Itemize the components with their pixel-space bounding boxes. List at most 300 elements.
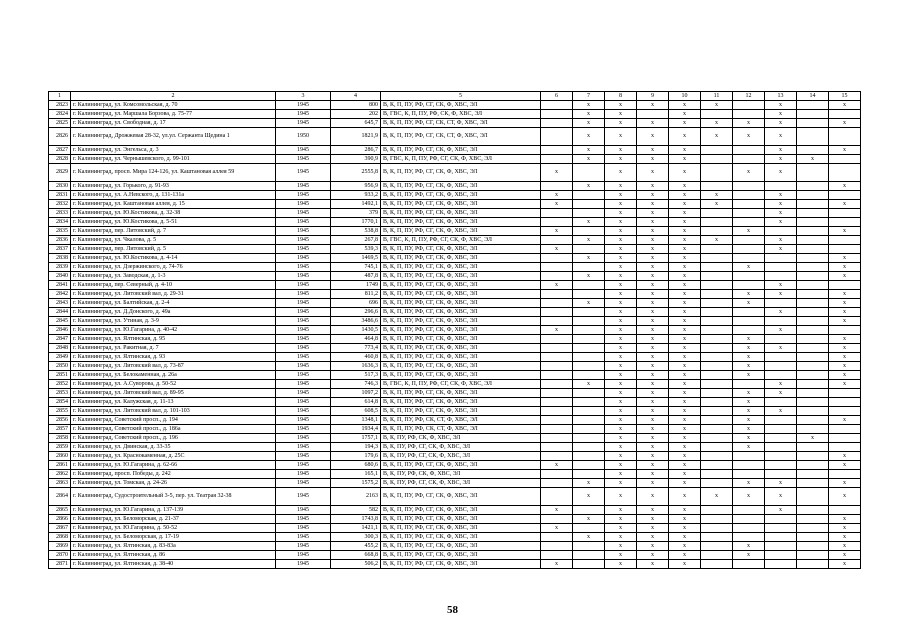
mark-cell bbox=[701, 344, 733, 353]
mark-cell: x bbox=[733, 389, 765, 398]
mark-cell: x bbox=[765, 164, 797, 182]
mark-cell: x bbox=[669, 407, 701, 416]
mark-cell: x bbox=[637, 398, 669, 407]
mark-cell: x bbox=[637, 272, 669, 281]
mark-cell bbox=[797, 317, 829, 326]
area-cell: 696 bbox=[331, 299, 381, 308]
mark-cell bbox=[765, 398, 797, 407]
mark-cell: x bbox=[637, 218, 669, 227]
mark-cell bbox=[541, 488, 573, 506]
mark-cell: x bbox=[605, 209, 637, 218]
mark-cell bbox=[701, 524, 733, 533]
mark-cell bbox=[701, 425, 733, 434]
mark-cell bbox=[701, 461, 733, 470]
mark-cell: x bbox=[605, 371, 637, 380]
systems-cell: В, К, П, ПУ, РФ, СГ, СК, Ф, ХВС, ЭЛ bbox=[381, 551, 541, 560]
table-row bbox=[49, 164, 861, 182]
mark-cell: x bbox=[541, 524, 573, 533]
mark-cell bbox=[797, 245, 829, 254]
mark-cell: x bbox=[829, 119, 861, 128]
mark-cell: x bbox=[573, 155, 605, 164]
mark-cell: x bbox=[829, 299, 861, 308]
year-cell: 1945 bbox=[276, 560, 331, 569]
systems-cell: В, К, П, ПУ, РФ, СГ, СК, Ф, ХВС, ЭЛ bbox=[381, 200, 541, 209]
mark-cell: x bbox=[701, 191, 733, 200]
table-row bbox=[49, 236, 861, 245]
year-cell: 1945 bbox=[276, 146, 331, 155]
table-row bbox=[49, 452, 861, 461]
row-id: 2849 bbox=[49, 353, 71, 362]
mark-cell bbox=[765, 452, 797, 461]
table-row bbox=[49, 272, 861, 281]
mark-cell: x bbox=[573, 299, 605, 308]
year-cell: 1945 bbox=[276, 488, 331, 506]
address-cell: г. Калининград, ул. Дзержинского, д. 74-76 bbox=[71, 263, 276, 272]
mark-cell: x bbox=[605, 299, 637, 308]
year-cell: 1945 bbox=[276, 299, 331, 308]
year-cell: 1945 bbox=[276, 308, 331, 317]
row-id: 2860 bbox=[49, 452, 71, 461]
mark-cell: x bbox=[669, 461, 701, 470]
column-number: 13 bbox=[765, 92, 797, 101]
mark-cell: x bbox=[733, 479, 765, 488]
year-cell: 1945 bbox=[276, 290, 331, 299]
row-id: 2859 bbox=[49, 443, 71, 452]
mark-cell: x bbox=[829, 452, 861, 461]
column-number: 12 bbox=[733, 92, 765, 101]
mark-cell: x bbox=[829, 101, 861, 110]
mark-cell: x bbox=[733, 434, 765, 443]
mark-cell bbox=[541, 416, 573, 425]
table-row bbox=[49, 542, 861, 551]
address-cell: г. Калининград, ул. А.Суворова, д. 50-52 bbox=[71, 380, 276, 389]
mark-cell bbox=[829, 155, 861, 164]
mark-cell: x bbox=[573, 101, 605, 110]
mark-cell bbox=[573, 407, 605, 416]
systems-cell: В, К, П, ПУ, РФ, СГ, СК, Ф, ХВС, ЭЛ bbox=[381, 560, 541, 569]
mark-cell: x bbox=[605, 515, 637, 524]
mark-cell: x bbox=[733, 425, 765, 434]
mark-cell: x bbox=[669, 506, 701, 515]
mark-cell bbox=[573, 560, 605, 569]
mark-cell: x bbox=[829, 524, 861, 533]
systems-cell: В, К, П, ПУ, РФ, СГ, СК, Ф, ХВС, ЭЛ bbox=[381, 101, 541, 110]
mark-cell bbox=[701, 209, 733, 218]
mark-cell: x bbox=[573, 254, 605, 263]
column-number: 3 bbox=[276, 92, 331, 101]
row-id: 2854 bbox=[49, 398, 71, 407]
area-cell: 1770,1 bbox=[331, 218, 381, 227]
mark-cell: x bbox=[637, 425, 669, 434]
mark-cell: x bbox=[733, 407, 765, 416]
row-id: 2838 bbox=[49, 254, 71, 263]
row-id: 2853 bbox=[49, 389, 71, 398]
mark-cell bbox=[797, 515, 829, 524]
address-cell: г. Калининград, просп. Мира 124-126, ул. Каштановая аллея 59 bbox=[71, 164, 276, 182]
mark-cell bbox=[829, 407, 861, 416]
mark-cell: x bbox=[637, 362, 669, 371]
mark-cell bbox=[797, 416, 829, 425]
row-id: 2827 bbox=[49, 146, 71, 155]
mark-cell bbox=[797, 236, 829, 245]
mark-cell: x bbox=[669, 317, 701, 326]
mark-cell bbox=[829, 326, 861, 335]
area-cell: 539,3 bbox=[331, 245, 381, 254]
table-row bbox=[49, 155, 861, 164]
mark-cell: x bbox=[573, 515, 605, 524]
table-row bbox=[49, 191, 861, 200]
mark-cell bbox=[733, 326, 765, 335]
mark-cell: x bbox=[605, 164, 637, 182]
row-id: 2824 bbox=[49, 110, 71, 119]
row-id: 2832 bbox=[49, 200, 71, 209]
area-cell: 1749 bbox=[331, 281, 381, 290]
area-cell: 1757,1 bbox=[331, 434, 381, 443]
mark-cell bbox=[701, 335, 733, 344]
mark-cell: x bbox=[669, 434, 701, 443]
mark-cell: x bbox=[541, 560, 573, 569]
mark-cell: x bbox=[669, 470, 701, 479]
mark-cell: x bbox=[829, 272, 861, 281]
area-cell: 460,8 bbox=[331, 353, 381, 362]
table-row bbox=[49, 416, 861, 425]
area-cell: 746,3 bbox=[331, 380, 381, 389]
mark-cell bbox=[573, 317, 605, 326]
mark-cell: x bbox=[669, 398, 701, 407]
systems-cell: В, К, П, ПУ, РФ, СГ, СК, СТ, Ф, ХВС, ЭЛ bbox=[381, 119, 541, 128]
mark-cell: x bbox=[669, 551, 701, 560]
table-row bbox=[49, 308, 861, 317]
mark-cell bbox=[797, 182, 829, 191]
column-number: 6 bbox=[541, 92, 573, 101]
mark-cell: x bbox=[605, 155, 637, 164]
mark-cell: x bbox=[637, 461, 669, 470]
mark-cell: x bbox=[829, 416, 861, 425]
table-row bbox=[49, 299, 861, 308]
row-id: 2828 bbox=[49, 155, 71, 164]
mark-cell: x bbox=[669, 146, 701, 155]
mark-cell: x bbox=[669, 218, 701, 227]
mark-cell: x bbox=[829, 254, 861, 263]
mark-cell: x bbox=[829, 353, 861, 362]
mark-cell bbox=[829, 443, 861, 452]
area-cell: 3486,6 bbox=[331, 317, 381, 326]
table-row bbox=[49, 218, 861, 227]
mark-cell bbox=[701, 371, 733, 380]
systems-cell: В, К, ПУ, РФ, СГ, СК, Ф, ХВС, ЭЛ bbox=[381, 452, 541, 461]
address-cell: г. Калининград, ул. Краснокаменная, д. 25С bbox=[71, 452, 276, 461]
mark-cell bbox=[637, 110, 669, 119]
mark-cell: x bbox=[765, 218, 797, 227]
mark-cell bbox=[797, 443, 829, 452]
mark-cell bbox=[765, 371, 797, 380]
mark-cell bbox=[797, 227, 829, 236]
mark-cell bbox=[701, 389, 733, 398]
mark-cell bbox=[765, 515, 797, 524]
mark-cell: x bbox=[669, 263, 701, 272]
address-cell: г. Калининград, пер. Литовский, д. 7 bbox=[71, 227, 276, 236]
table-row bbox=[49, 362, 861, 371]
mark-cell bbox=[765, 470, 797, 479]
systems-cell: В, К, П, ПУ, РФ, СГ, СК, Ф, ХВС, ЭЛ bbox=[381, 407, 541, 416]
row-id: 2870 bbox=[49, 551, 71, 560]
column-number: 11 bbox=[701, 92, 733, 101]
address-cell: г. Калининград, ул. Литовский вал, д. 29-31 bbox=[71, 290, 276, 299]
mark-cell bbox=[573, 200, 605, 209]
systems-cell: В, К, П, ПУ, РФ, СГ, СК, Ф, ХВС, ЭЛ bbox=[381, 353, 541, 362]
systems-cell: В, К, П, ПУ, РФ, СГ, СК, Ф, ХВС, ЭЛ bbox=[381, 209, 541, 218]
mark-cell: x bbox=[605, 452, 637, 461]
mark-cell bbox=[733, 209, 765, 218]
address-cell: г. Калининград, ул. Чернышевского, д. 99-101 bbox=[71, 155, 276, 164]
address-cell: г. Калининград, просп. Победы, д. 242 bbox=[71, 470, 276, 479]
systems-cell: В, К, П, ПУ, РФ, СГ, СК, Ф, ХВС, ЭЛ bbox=[381, 182, 541, 191]
area-cell: 800 bbox=[331, 101, 381, 110]
mark-cell bbox=[797, 299, 829, 308]
mark-cell: x bbox=[829, 380, 861, 389]
year-cell: 1945 bbox=[276, 272, 331, 281]
area-cell: 773,4 bbox=[331, 344, 381, 353]
mark-cell bbox=[573, 227, 605, 236]
mark-cell: x bbox=[605, 434, 637, 443]
mark-cell bbox=[829, 209, 861, 218]
systems-cell: В, К, П, ПУ, РФ, СГ, СК, Ф, ХВС, ЭЛ bbox=[381, 515, 541, 524]
table-row bbox=[49, 353, 861, 362]
mark-cell: x bbox=[573, 146, 605, 155]
mark-cell: x bbox=[765, 119, 797, 128]
table-row bbox=[49, 101, 861, 110]
systems-cell: В, К, П, ПУ, РФ, СГ, СК, Ф, ХВС, ЭЛ bbox=[381, 227, 541, 236]
mark-cell bbox=[797, 146, 829, 155]
mark-cell: x bbox=[605, 227, 637, 236]
area-cell: 296,6 bbox=[331, 308, 381, 317]
mark-cell: x bbox=[637, 308, 669, 317]
year-cell: 1945 bbox=[276, 119, 331, 128]
mark-cell bbox=[573, 542, 605, 551]
mark-cell: x bbox=[733, 371, 765, 380]
mark-cell bbox=[797, 389, 829, 398]
address-cell: г. Калининград, ул. Горького, д. 91-93 bbox=[71, 182, 276, 191]
table-row bbox=[49, 443, 861, 452]
mark-cell: x bbox=[669, 515, 701, 524]
mark-cell: x bbox=[669, 488, 701, 506]
mark-cell: x bbox=[829, 335, 861, 344]
table-row bbox=[49, 290, 861, 299]
row-id: 2862 bbox=[49, 470, 71, 479]
year-cell: 1945 bbox=[276, 218, 331, 227]
mark-cell: x bbox=[669, 344, 701, 353]
table-row bbox=[49, 533, 861, 542]
year-cell: 1945 bbox=[276, 209, 331, 218]
mark-cell: x bbox=[765, 380, 797, 389]
mark-cell: x bbox=[605, 101, 637, 110]
mark-cell bbox=[701, 353, 733, 362]
mark-cell bbox=[829, 389, 861, 398]
mark-cell: x bbox=[765, 110, 797, 119]
year-cell: 1945 bbox=[276, 470, 331, 479]
mark-cell bbox=[701, 515, 733, 524]
mark-cell: x bbox=[669, 371, 701, 380]
row-id: 2839 bbox=[49, 263, 71, 272]
mark-cell bbox=[573, 389, 605, 398]
mark-cell bbox=[733, 506, 765, 515]
mark-cell bbox=[829, 434, 861, 443]
mark-cell: x bbox=[573, 488, 605, 506]
row-id: 2835 bbox=[49, 227, 71, 236]
mark-cell bbox=[541, 452, 573, 461]
mark-cell: x bbox=[637, 299, 669, 308]
mark-cell: x bbox=[829, 533, 861, 542]
mark-cell: x bbox=[637, 227, 669, 236]
mark-cell bbox=[797, 119, 829, 128]
mark-cell bbox=[701, 281, 733, 290]
systems-cell: В, К, П, ПУ, РФ, СГ, СК, Ф, ХВС, ЭЛ bbox=[381, 164, 541, 182]
table-row bbox=[49, 407, 861, 416]
mark-cell bbox=[797, 263, 829, 272]
mark-cell: x bbox=[605, 308, 637, 317]
mark-cell bbox=[541, 290, 573, 299]
mark-cell bbox=[733, 281, 765, 290]
mark-cell: x bbox=[637, 434, 669, 443]
systems-cell: В, ГВС, К, П, ПУ, РФ, СГ, СК, Ф, ХВС, ЭЛ bbox=[381, 155, 541, 164]
address-cell: г. Калининград, пер. Северный, д. 4-10 bbox=[71, 281, 276, 290]
row-id: 2855 bbox=[49, 407, 71, 416]
area-cell: 933,2 bbox=[331, 191, 381, 200]
row-id: 2837 bbox=[49, 245, 71, 254]
mark-cell: x bbox=[669, 542, 701, 551]
mark-cell bbox=[829, 281, 861, 290]
mark-cell: x bbox=[829, 317, 861, 326]
mark-cell: x bbox=[605, 182, 637, 191]
mark-cell: x bbox=[637, 506, 669, 515]
mark-cell: x bbox=[605, 461, 637, 470]
mark-cell bbox=[733, 452, 765, 461]
address-cell: г. Калининград, ул. Ю.Гагарина, д. 50-52 bbox=[71, 524, 276, 533]
mark-cell: x bbox=[669, 290, 701, 299]
address-cell: г. Калининград, пер. Литовский, д. 5 bbox=[71, 245, 276, 254]
area-cell: 390,9 bbox=[331, 155, 381, 164]
mark-cell: x bbox=[637, 380, 669, 389]
mark-cell: x bbox=[733, 443, 765, 452]
area-cell: 2163 bbox=[331, 488, 381, 506]
mark-cell: x bbox=[605, 263, 637, 272]
mark-cell: x bbox=[573, 110, 605, 119]
table-row bbox=[49, 515, 861, 524]
mark-cell: x bbox=[605, 245, 637, 254]
mark-cell: x bbox=[605, 236, 637, 245]
mark-cell bbox=[573, 245, 605, 254]
mark-cell bbox=[701, 434, 733, 443]
row-id: 2864 bbox=[49, 488, 71, 506]
mark-cell bbox=[797, 524, 829, 533]
mark-cell bbox=[541, 146, 573, 155]
area-cell: 680,6 bbox=[331, 461, 381, 470]
mark-cell bbox=[701, 317, 733, 326]
address-cell: г. Калининград, ул. Белокаменная, д. 26а bbox=[71, 371, 276, 380]
mark-cell bbox=[829, 470, 861, 479]
systems-cell: В, К, П, ПУ, РФ, СГ, СК, Ф, ХВС, ЭЛ bbox=[381, 299, 541, 308]
mark-cell: x bbox=[765, 290, 797, 299]
table-row bbox=[49, 461, 861, 470]
mark-cell: x bbox=[605, 479, 637, 488]
table-row bbox=[49, 182, 861, 191]
registry-table bbox=[48, 91, 861, 569]
mark-cell bbox=[765, 317, 797, 326]
table-row bbox=[49, 110, 861, 119]
mark-cell bbox=[797, 380, 829, 389]
mark-cell bbox=[541, 515, 573, 524]
area-cell: 1636,3 bbox=[331, 362, 381, 371]
year-cell: 1945 bbox=[276, 389, 331, 398]
systems-cell: В, К, ПУ, РФ, СГ, СК, Ф, ХВС, ЭЛ bbox=[381, 479, 541, 488]
column-number: 7 bbox=[573, 92, 605, 101]
mark-cell bbox=[541, 434, 573, 443]
mark-cell bbox=[797, 326, 829, 335]
year-cell: 1945 bbox=[276, 542, 331, 551]
year-cell: 1945 bbox=[276, 254, 331, 263]
area-cell: 668,8 bbox=[331, 551, 381, 560]
mark-cell bbox=[701, 407, 733, 416]
mark-cell bbox=[765, 560, 797, 569]
area-cell: 608,5 bbox=[331, 407, 381, 416]
mark-cell bbox=[733, 515, 765, 524]
area-cell: 538,8 bbox=[331, 227, 381, 236]
year-cell: 1945 bbox=[276, 362, 331, 371]
mark-cell: x bbox=[573, 119, 605, 128]
year-cell: 1945 bbox=[276, 434, 331, 443]
mark-cell: x bbox=[829, 515, 861, 524]
mark-cell bbox=[765, 416, 797, 425]
area-cell: 267,8 bbox=[331, 236, 381, 245]
year-cell: 1945 bbox=[276, 182, 331, 191]
mark-cell: x bbox=[605, 218, 637, 227]
mark-cell: x bbox=[733, 335, 765, 344]
address-cell: г. Калининград, ул. Каштановая аллея, д. 15 bbox=[71, 200, 276, 209]
mark-cell: x bbox=[637, 407, 669, 416]
mark-cell bbox=[733, 272, 765, 281]
year-cell: 1945 bbox=[276, 227, 331, 236]
mark-cell: x bbox=[669, 119, 701, 128]
mark-cell: x bbox=[605, 362, 637, 371]
systems-cell: В, К, П, ПУ, РФ, СГ, СК, Ф, ХВС, ЭЛ bbox=[381, 533, 541, 542]
area-cell: 1421,1 bbox=[331, 524, 381, 533]
year-cell: 1945 bbox=[276, 443, 331, 452]
mark-cell: x bbox=[605, 416, 637, 425]
row-id: 2858 bbox=[49, 434, 71, 443]
mark-cell: x bbox=[637, 254, 669, 263]
row-id: 2843 bbox=[49, 299, 71, 308]
mark-cell bbox=[701, 290, 733, 299]
systems-cell: В, К, П, ПУ, РФ, СГ, СК, СТ, Ф, ХВС, ЭЛ bbox=[381, 128, 541, 146]
mark-cell bbox=[733, 182, 765, 191]
year-cell: 1945 bbox=[276, 533, 331, 542]
address-cell: г. Калининград, ул. Заводская, д. 1-3 bbox=[71, 272, 276, 281]
mark-cell bbox=[541, 389, 573, 398]
mark-cell: x bbox=[733, 263, 765, 272]
table-row bbox=[49, 425, 861, 434]
year-cell: 1945 bbox=[276, 371, 331, 380]
mark-cell: x bbox=[829, 488, 861, 506]
systems-cell: В, К, П, ПУ, РФ, СГ, СК, Ф, ХВС, ЭЛ bbox=[381, 281, 541, 290]
mark-cell: x bbox=[765, 389, 797, 398]
mark-cell bbox=[701, 506, 733, 515]
mark-cell bbox=[797, 479, 829, 488]
table-row bbox=[49, 200, 861, 209]
mark-cell: x bbox=[669, 362, 701, 371]
mark-cell bbox=[701, 470, 733, 479]
mark-cell: x bbox=[605, 398, 637, 407]
row-id: 2851 bbox=[49, 371, 71, 380]
